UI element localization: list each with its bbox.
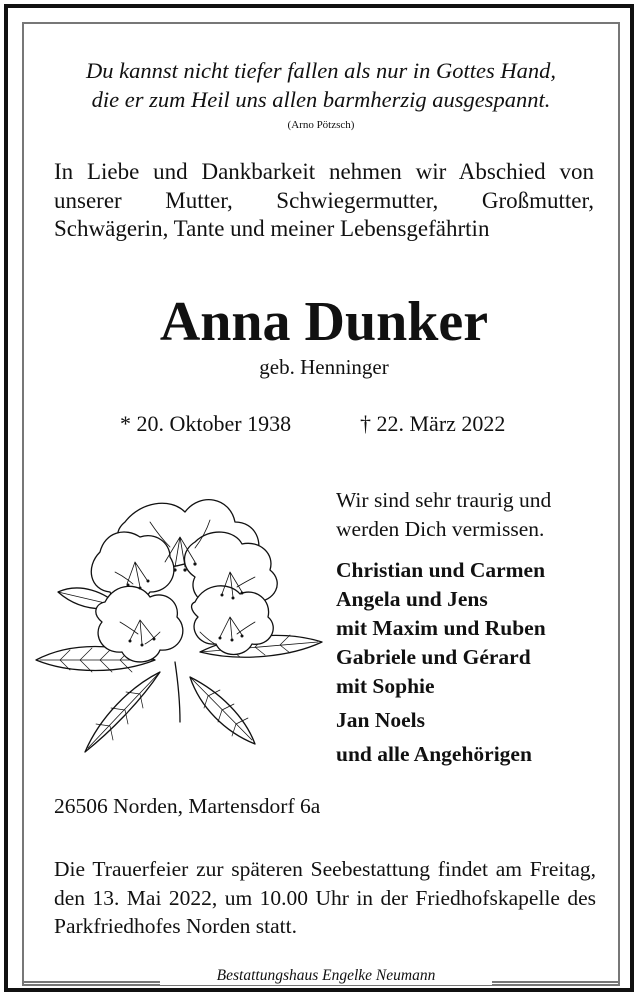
quote-author: (Arno Pötzsch) <box>287 119 355 131</box>
footer-divider-left <box>22 981 162 983</box>
birth-date: * 20. Oktober 1938 <box>120 411 292 436</box>
mourners-list <box>336 556 616 769</box>
rhododendron-flower-icon <box>30 482 330 762</box>
sorrow-line-2: werden Dich vermissen. <box>336 516 545 541</box>
mourner-entry: Gabriele und Gérard <box>336 645 531 669</box>
footer-divider-right <box>490 981 620 983</box>
mourner-entry: Angela und Jens <box>336 587 488 611</box>
maiden-name: geb. Henninger <box>259 355 389 379</box>
mourner-entry: Christian und Carmen <box>336 558 546 582</box>
mourner-entry: Jan Noels <box>336 708 425 732</box>
sorrow-line-1: Wir sind sehr traurig und <box>336 488 552 512</box>
mourner-entry: mit Maxim und Ruben <box>336 616 546 640</box>
sorrow-message <box>336 486 606 543</box>
funeral-service-notice: Die Trauerfeier zur späteren Seebestattung findet am Freitag, den 13. Mai 2022, um 10.00 Uhr in der Friedhofskapelle des Parkfriedhofes Norden statt. <box>54 857 596 938</box>
quote-line-1: Du kannst nicht tiefer fallen als nur in Gottes Hand, <box>86 58 556 83</box>
quote-line-2: die er zum Heil uns allen barmherzig ausgespannt. <box>91 87 551 112</box>
epigraph-quote <box>40 56 602 114</box>
death-date: † 22. März 2022 <box>360 411 506 436</box>
mourner-entry: mit Sophie <box>336 674 435 698</box>
farewell-intro: In Liebe und Dankbarkeit nehmen wir Abschied von unserer Mutter, Schwiegermutter, Großmutter, Schwägerin, Tante und meiner Lebensgefährtin <box>54 159 594 241</box>
mourner-entry: und alle Angehörigen <box>336 742 532 766</box>
mourning-address: 26506 Norden, Martensdorf 6a <box>54 794 321 818</box>
funeral-home-credit: Bestattungshaus Engelke Neumann <box>160 967 492 985</box>
deceased-name: Anna Dunker <box>159 291 489 353</box>
